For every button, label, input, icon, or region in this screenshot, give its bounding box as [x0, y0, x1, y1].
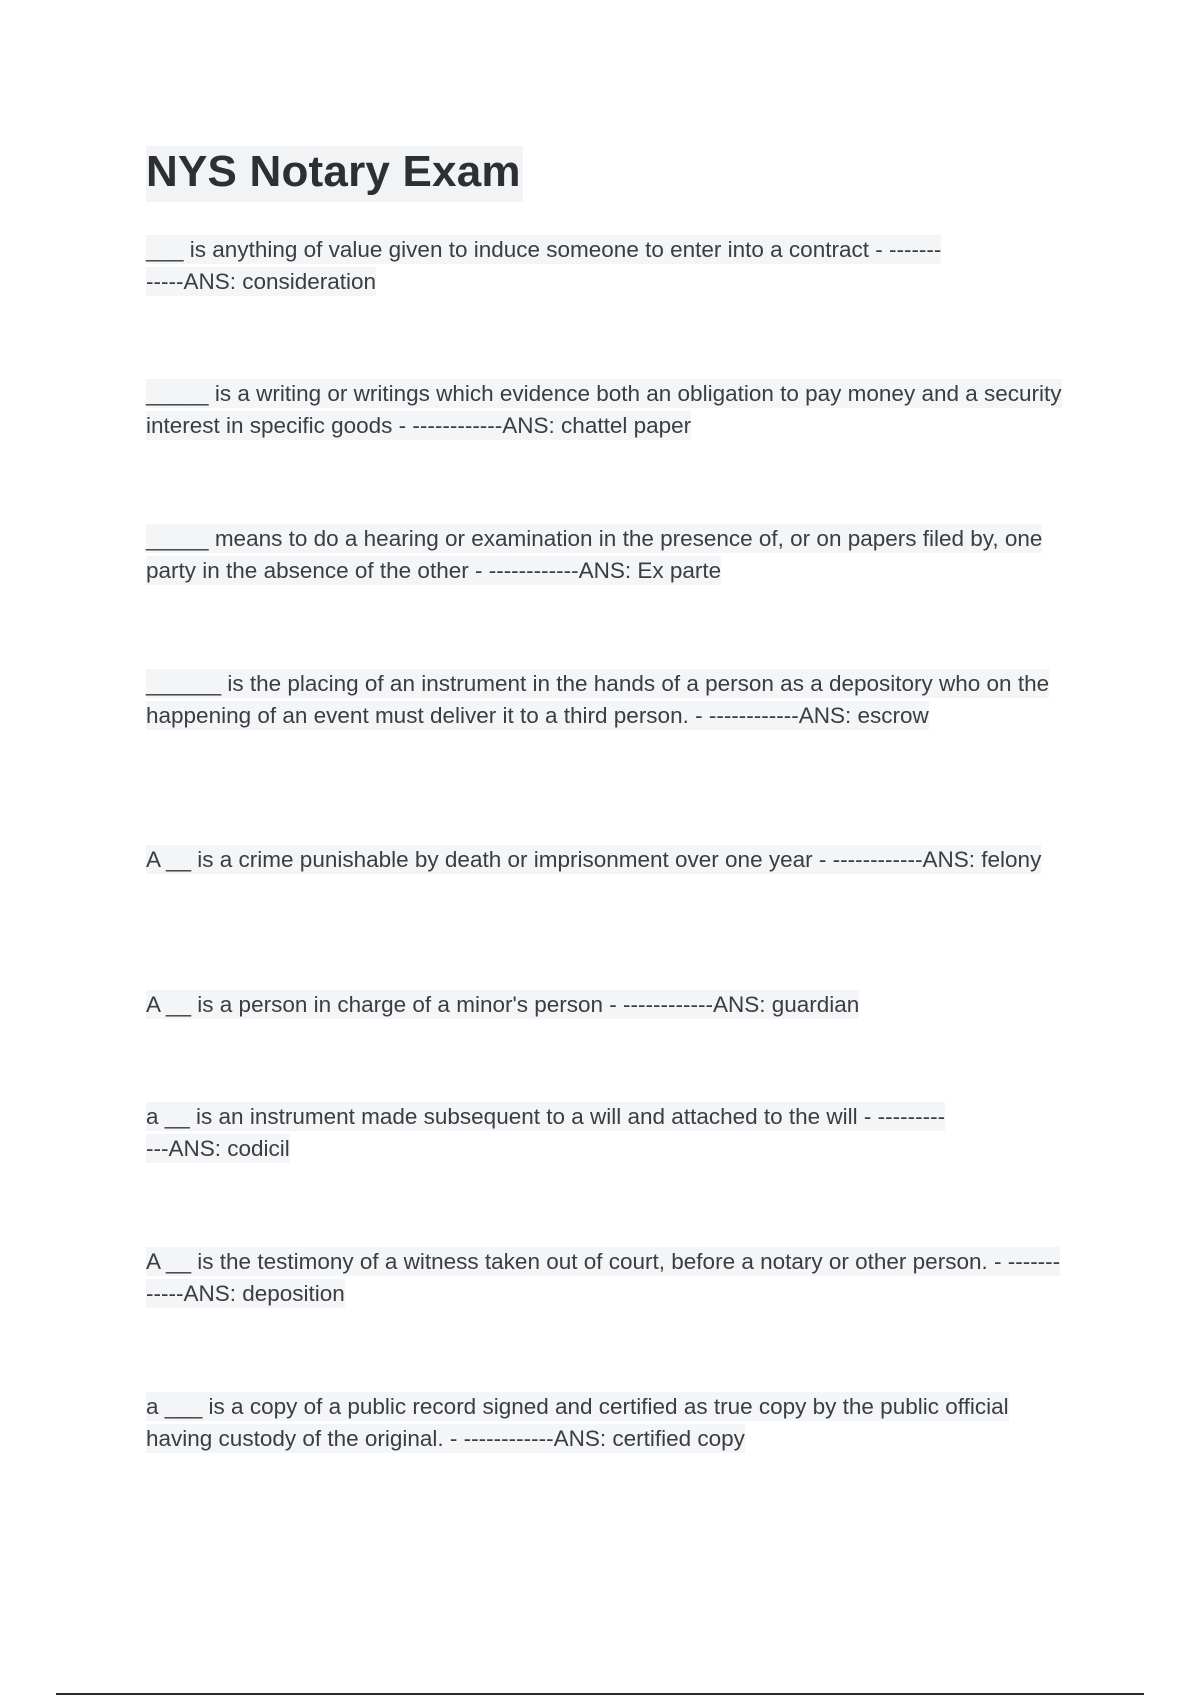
qa-text: A __ is a person in charge of a minor's person - ------------ANS: guardian	[146, 992, 860, 1017]
qa-item-5	[146, 844, 1066, 876]
qa-text: _____ means to do a hearing or examination in the presence of, or on papers filed by, one party in the absence of the other - ------------ANS: Ex parte	[146, 526, 1043, 583]
footer-rule	[56, 1693, 1144, 1695]
qa-item-1	[146, 234, 946, 298]
qa-item-2	[146, 378, 1066, 442]
qa-text: A __ is the testimony of a witness taken out of court, before a notary or other person. - ------------ANS: deposition	[146, 1249, 1061, 1306]
qa-item-8	[146, 1246, 1066, 1310]
qa-text: A __ is a crime punishable by death or imprisonment over one year - ------------ANS: felony	[146, 847, 1042, 872]
qa-text: _____ is a writing or writings which evidence both an obligation to pay money and a security interest in specific goods - ------------ANS: chattel paper	[146, 381, 1062, 438]
qa-item-7	[146, 1101, 946, 1165]
qa-text: ___ is anything of value given to induce someone to enter into a contract - ------------ANS: consideration	[146, 237, 942, 294]
qa-item-9	[146, 1391, 1066, 1455]
qa-item-3	[146, 523, 1066, 587]
page-title: NYS Notary Exam	[146, 146, 523, 202]
qa-text: ______ is the placing of an instrument in the hands of a person as a depository who on the happening of an event must deliver it to a third person. - ------------ANS: escrow	[146, 671, 1050, 728]
qa-item-4	[146, 668, 1066, 732]
qa-item-6	[146, 989, 1066, 1021]
qa-text: a __ is an instrument made subsequent to a will and attached to the will - ------------ANS: codicil	[146, 1104, 946, 1161]
qa-text: a ___ is a copy of a public record signed and certified as true copy by the public official having custody of the original. - ------------ANS: certified copy	[146, 1394, 1009, 1451]
